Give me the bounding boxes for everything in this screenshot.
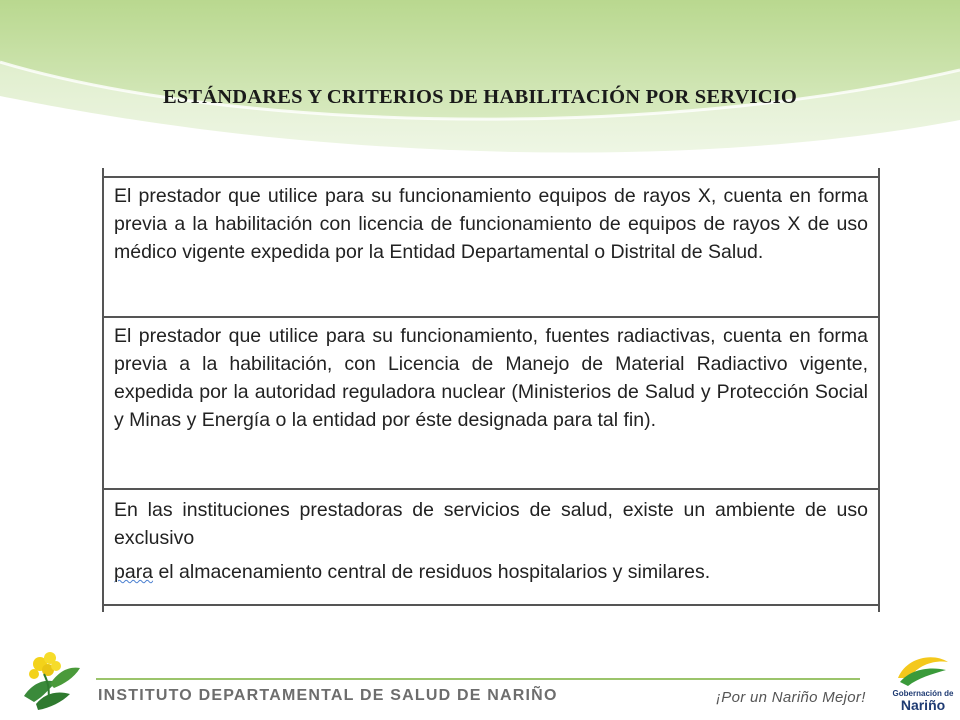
criteria-table — [102, 168, 880, 612]
criteria-item-residuos — [114, 496, 868, 586]
table-border-left — [102, 168, 104, 612]
table-row-divider — [102, 316, 880, 318]
bird-flower-logo-icon — [14, 644, 88, 716]
page-title: ESTÁNDARES Y CRITERIOS DE HABILITACIÓN POR SERVICIO — [162, 86, 798, 108]
underlined-word: para — [114, 561, 154, 583]
header-decorative-band — [0, 0, 960, 160]
footer-divider — [96, 678, 860, 680]
criteria-item-fuentes-radiactivas: El prestador que utilice para su funcionamiento, fuentes radiactivas, cuenta en forma previa a la habilitación, con Licencia de Manejo de Material Radiactivo vigente, expedida por la autoridad reguladora nuclear (Ministerios de Salud y Protección Social y Minas y Energía o la entidad por éste designada para tal fin). — [114, 325, 868, 431]
criteria-item-residuos-line-1: En las instituciones prestadoras de servicios de salud, existe un ambiente de uso exclusivo — [114, 499, 868, 549]
table-border-right — [878, 168, 880, 612]
criteria-item-rayos-x: El prestador que utilice para su funcionamiento equipos de rayos X, cuenta en forma previa a la habilitación con licencia de funcionamiento de equipos de rayos X de uso médico vigente expedida por la Entidad Departamental o Distrital de Salud. — [114, 185, 868, 263]
criteria-item-residuos-line-2: el almacenamiento central de residuos hospitalarios y similares. — [153, 561, 711, 583]
slogan: ¡Por un Nariño Mejor! — [716, 689, 866, 706]
narino-label: Nariño — [900, 697, 946, 713]
table-row-divider — [102, 488, 880, 490]
table-row-divider — [102, 604, 880, 606]
table-row-divider — [102, 176, 880, 178]
gobernacion-label: Gobernación de — [892, 689, 954, 698]
institute-name: INSTITUTO DEPARTAMENTAL DE SALUD DE NARIÑO — [98, 687, 558, 704]
